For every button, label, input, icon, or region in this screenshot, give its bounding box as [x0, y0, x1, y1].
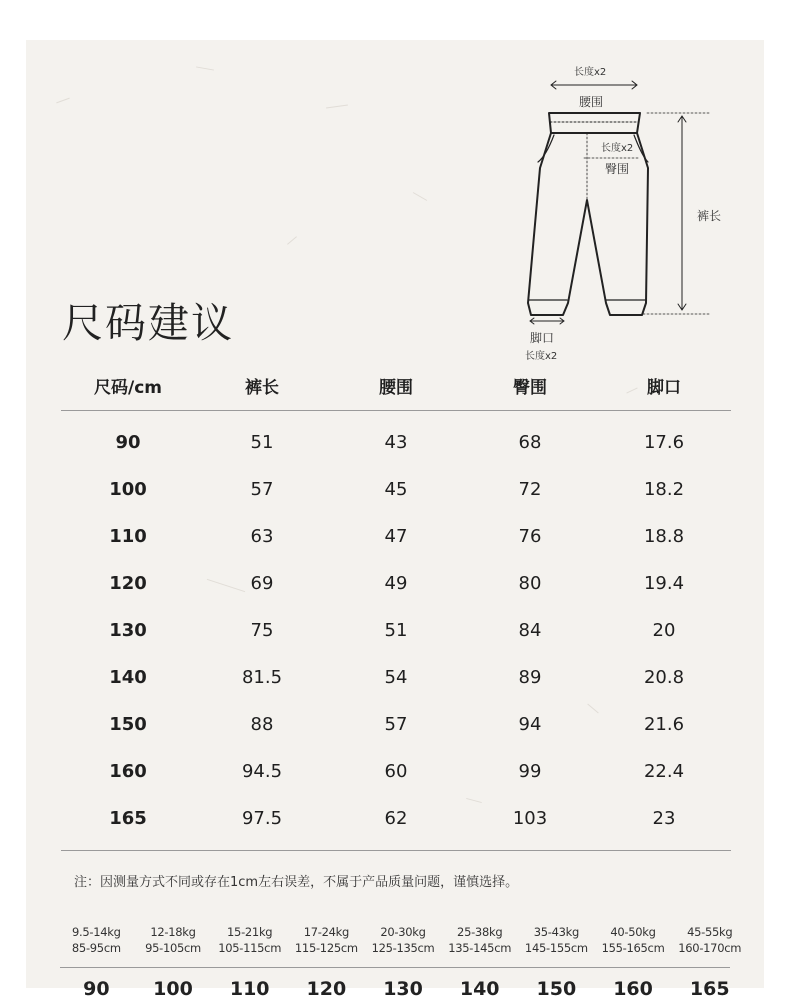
bottom-size-row [58, 978, 748, 1000]
cell-cuff: 20.8 [643, 667, 685, 688]
cell-length: 97.5 [241, 808, 283, 829]
table-row [61, 466, 731, 513]
table-row [61, 560, 731, 607]
header-hip: 臀围 [513, 377, 547, 398]
bottom-size: 130 [383, 978, 423, 1000]
pants-outline-icon [516, 58, 726, 363]
band-weight: 12-18kg [150, 925, 196, 939]
band-item [441, 924, 518, 956]
cell-waist: 45 [384, 479, 408, 500]
cell-size: 165 [109, 808, 147, 829]
bottom-size: 90 [83, 978, 110, 1000]
cell-size: 150 [109, 714, 147, 735]
cell-size: 100 [109, 479, 147, 500]
cell-waist: 54 [384, 667, 408, 688]
band-weight: 9.5-14kg [72, 925, 121, 939]
header-waist: 腰围 [379, 377, 413, 398]
band-weight: 35-43kg [533, 925, 579, 939]
cell-cuff: 23 [652, 808, 676, 829]
cell-cuff: 20 [652, 620, 676, 641]
weight-height-bands [58, 924, 748, 956]
cell-length: 81.5 [241, 667, 283, 688]
band-height: 105-115cm [218, 941, 282, 955]
band-height: 160-170cm [678, 941, 742, 955]
band-height: 95-105cm [145, 941, 201, 955]
table-row [61, 701, 731, 748]
cell-hip: 76 [518, 526, 542, 547]
hip-label: 臀围 [605, 162, 630, 176]
pants-measurement-diagram [516, 58, 726, 363]
bottom-size: 110 [229, 978, 270, 1000]
band-weight: 45-55kg [687, 925, 733, 939]
bottom-size: 100 [153, 978, 193, 1000]
table-row [61, 795, 731, 842]
band-item [58, 924, 135, 956]
cell-hip: 103 [512, 808, 548, 829]
page-title: 尺码建议 [62, 299, 234, 347]
bottom-size: 160 [613, 978, 653, 1000]
table-row [61, 419, 731, 466]
cell-waist: 43 [384, 432, 408, 453]
cell-cuff: 17.6 [643, 432, 685, 453]
cell-size: 160 [109, 761, 147, 782]
header-size: 尺码/cm [94, 377, 162, 398]
cell-length: 75 [250, 620, 274, 641]
bottom-size: 120 [306, 978, 347, 1000]
bottom-size: 140 [459, 978, 500, 1000]
cell-waist: 60 [384, 761, 408, 782]
band-weight: 17-24kg [303, 925, 349, 939]
cell-cuff: 19.4 [643, 573, 685, 594]
band-item [211, 924, 288, 956]
cell-size: 140 [109, 667, 147, 688]
cell-length: 88 [250, 714, 274, 735]
band-height: 135-145cm [448, 941, 512, 955]
cell-hip: 94 [518, 714, 542, 735]
cell-cuff: 18.2 [643, 479, 685, 500]
cell-hip: 99 [518, 761, 542, 782]
table-header-row [61, 360, 731, 411]
cell-size: 110 [109, 526, 147, 547]
band-item [518, 924, 595, 956]
cell-waist: 57 [384, 714, 408, 735]
cell-hip: 84 [518, 620, 542, 641]
band-weight: 40-50kg [610, 925, 656, 939]
bottom-divider [60, 967, 730, 968]
cell-cuff: 22.4 [643, 761, 685, 782]
cell-hip: 80 [518, 573, 542, 594]
header-cuff: 脚口 [647, 377, 681, 398]
cell-length: 63 [250, 526, 274, 547]
cell-size: 130 [109, 620, 147, 641]
measurement-note: 注：因测量方式不同或存在1cm左右误差，不属于产品质量问题，谨慎选择。 [74, 875, 519, 890]
cuff-measure-label: 长度x2 [525, 351, 558, 362]
bottom-size: 165 [689, 978, 730, 1000]
band-height: 155-165cm [601, 941, 665, 955]
waist-label: 腰围 [579, 95, 604, 109]
cell-length: 94.5 [241, 761, 283, 782]
band-item [595, 924, 672, 956]
table-row [61, 748, 731, 795]
table-row [61, 654, 731, 701]
cuff-label: 脚口 [530, 331, 555, 345]
size-table [61, 360, 731, 851]
cell-hip: 89 [518, 667, 542, 688]
cell-size: 90 [115, 432, 141, 453]
cell-hip: 72 [518, 479, 542, 500]
waist-measure-label: 长度x2 [574, 67, 607, 78]
table-row [61, 513, 731, 560]
band-weight: 15-21kg [227, 925, 273, 939]
band-height: 85-95cm [71, 941, 121, 955]
cell-waist: 62 [384, 808, 408, 829]
band-weight: 25-38kg [457, 925, 503, 939]
band-height: 115-125cm [294, 941, 358, 955]
cell-waist: 51 [384, 620, 408, 641]
size-guide-panel [26, 40, 764, 1000]
cell-waist: 49 [384, 573, 408, 594]
hip-measure-label: 长度x2 [601, 143, 634, 154]
cell-size: 120 [109, 573, 147, 594]
band-item [671, 924, 748, 956]
band-height: 125-135cm [371, 941, 435, 955]
band-item [288, 924, 365, 956]
length-label: 裤长 [697, 209, 722, 223]
table-row [61, 607, 731, 654]
cell-cuff: 18.8 [643, 526, 685, 547]
cell-length: 57 [250, 479, 274, 500]
band-height: 145-155cm [524, 941, 588, 955]
cell-cuff: 21.6 [643, 714, 685, 735]
bottom-size: 150 [536, 978, 577, 1000]
cell-hip: 68 [518, 432, 542, 453]
cell-length: 69 [250, 573, 274, 594]
band-item [135, 924, 212, 956]
band-weight: 20-30kg [380, 925, 426, 939]
cell-waist: 47 [384, 526, 408, 547]
header-length: 裤长 [245, 377, 279, 398]
band-item [365, 924, 442, 956]
cell-length: 51 [250, 432, 274, 453]
